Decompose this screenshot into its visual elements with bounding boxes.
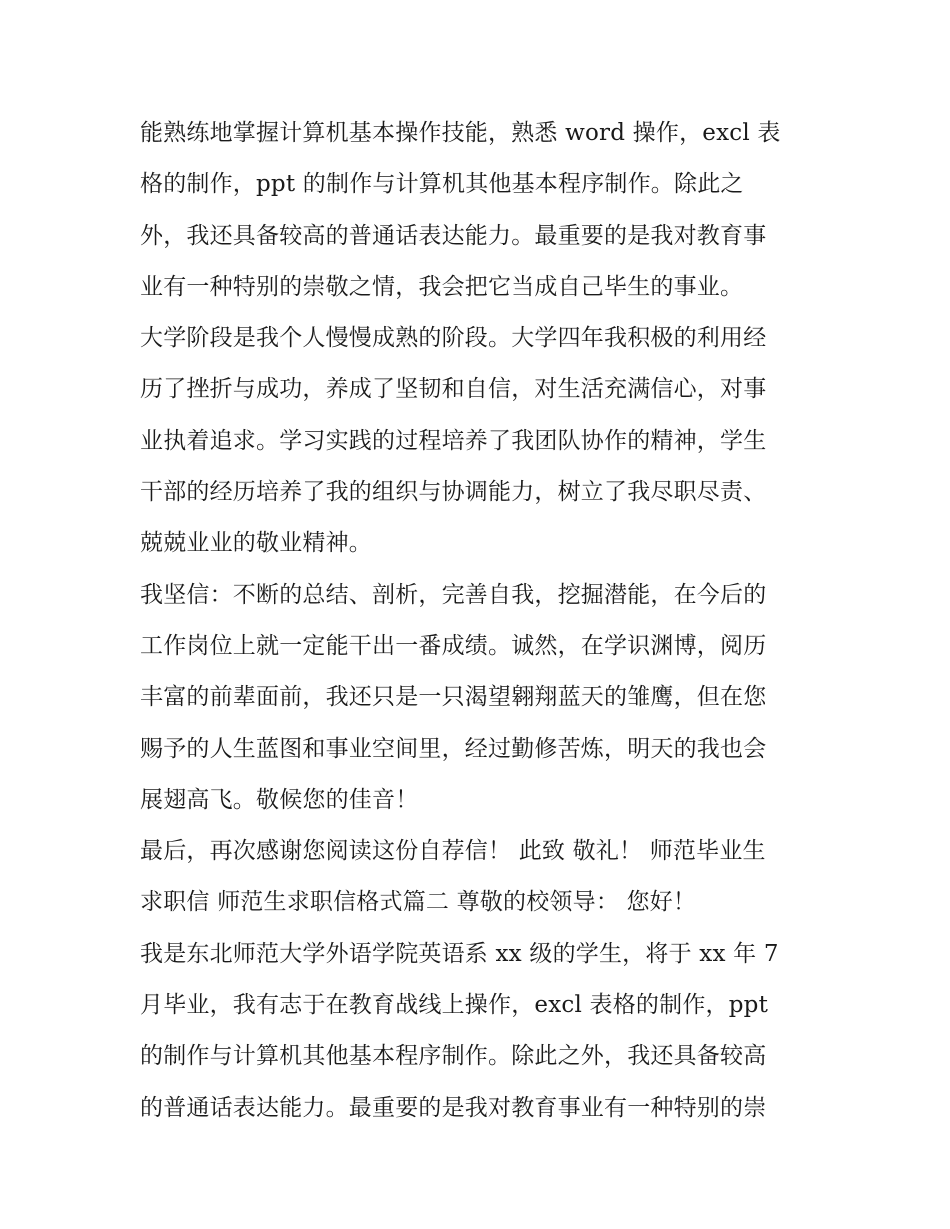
text-line: 外，我还具备较高的普通话表达能力。最重要的是我对教育事 xyxy=(140,222,767,249)
text-line: 格的制作，ppt 的制作与计算机其他基本程序制作。除此之 xyxy=(140,171,744,198)
text-line: 业执着追求。学习实践的过程培养了我团队协作的精神，学生 xyxy=(140,427,767,454)
text-line: 展翅高飞。敬候您的佳音！ xyxy=(140,786,419,813)
text-line: 求职信 师范生求职信格式篇二 尊敬的校领导： 您好！ xyxy=(140,889,697,916)
text-line: 赐予的人生蓝图和事业空间里，经过勤修苦炼，明天的我也会 xyxy=(140,735,767,762)
text-line: 我坚信：不断的总结、剖析，完善自我，挖掘潜能，在今后的 xyxy=(140,581,767,608)
text-line: 历了挫折与成功，养成了坚韧和自信，对生活充满信心，对事 xyxy=(140,376,767,403)
text-line: 的制作与计算机其他基本程序制作。除此之外，我还具备较高 xyxy=(140,1043,767,1070)
text-line: 工作岗位上就一定能干出一番成绩。诚然，在学识渊博，阅历 xyxy=(140,632,767,659)
text-line: 的普通话表达能力。最重要的是我对教育事业有一种特别的崇 xyxy=(140,1094,767,1121)
text-line: 大学阶段是我个人慢慢成熟的阶段。大学四年我积极的利用经 xyxy=(140,325,767,352)
text-line: 最后，再次感谢您阅读这份自荐信！ 此致 敬礼！ 师范毕业生 xyxy=(140,838,766,865)
text-line: 干部的经历培养了我的组织与协调能力，树立了我尽职尽责、 xyxy=(140,479,767,506)
letter-body xyxy=(140,108,820,1134)
text-line: 业有一种特别的崇敬之情，我会把它当成自己毕生的事业。 xyxy=(140,273,744,300)
text-line: 能熟练地掌握计算机基本操作技能，熟悉 word 操作，excl 表 xyxy=(140,120,781,146)
text-line: 月毕业，我有志于在教育战线上操作，excl 表格的制作，ppt xyxy=(140,992,769,1019)
text-line: 兢兢业业的敬业精神。 xyxy=(140,530,372,557)
text-line: 我是东北师范大学外语学院英语系 xx 级的学生，将于 xx 年 7 xyxy=(140,940,779,967)
text-line: 丰富的前辈面前，我还只是一只渴望翱翔蓝天的雏鹰，但在您 xyxy=(140,684,767,711)
